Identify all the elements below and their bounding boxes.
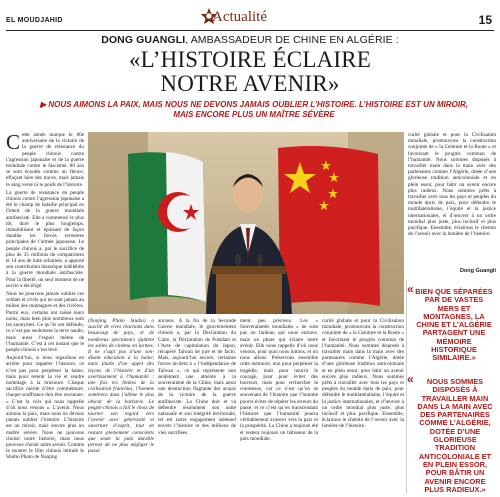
lead-paragraph	[40, 100, 468, 120]
ambassador-photo	[88, 132, 404, 314]
column-1-paragraph-2: La guerre de résistance du peuple chinois contre l’agression japonaise a été le champ de bataille principal en Orient de la guerre mondiale antifasciste. Elle a commencé le plus tôt, duré le plus longtemps, immobilisant et épuisant de façon durable les forces terrestres principales de l’armée japonaise. Le peuple chinois a, par le sacrifice de plus de 35 millions de compatriotes et 14 ans de lutte acharnée, a apporté son contribution historique indélébile à la guerre mondiale antifasciste. Pour la liberté, un seul moment de ne survie a été érigé.	[6, 189, 84, 289]
signature: Dong Guangli	[459, 268, 496, 274]
column-2-text: (Nanjing Photo Studio) a suscité de vives réactions dans beaucoup de pays, et de nombreux spectateurs quittent les salles de cinéma en larmes. Il ne s’agit pas d’une son-disant éducation à la haine, mais plutôt d’un appel des leçons de l’histoire et d’un avertissement à l’humanité : une fois les limites de la civilisation franchies, l’homme sombrera dans l’abîme le plus obscur de la barbarie. Le peuple chinois a fait le choix de tourner son regard vers l’avenir avec générosité et ouverture d’esprit, tout en restant pleinement conscients que seule la paix durable permet de ne plus négliger le passé.	[88, 318, 154, 455]
page-number: 15	[478, 13, 492, 27]
publication-name: EL MOUDJAHID	[6, 17, 63, 24]
article-column-3	[158, 318, 236, 494]
article-column-6	[408, 132, 496, 267]
column-1-paragraph-3: Nous ne pourrons jamais oublier ces soldats et civils qui ne sont jamais au milieu des montagnes et des rivières. Parmi eux, certains ont laissé leurs noms, mais bien plus nombreux sont les anonymes. Ce qu’ils ont défendu, ce n’est pas seulement la terre natale, mais aussi l’espoir même de l’humanité. C’est à cet instant que le peuple chinois s’est levé.	[6, 291, 84, 353]
article-column-4	[240, 318, 318, 494]
rubric-label: Actualité	[212, 9, 267, 25]
column-4-text: ment peu précieux. Les « Souverainetés mondiales » ne sont pas un fardeau qui nous entrave, mais un phare qui éclaire notre avenir. Elle nous rappelle d’où nous venons, pour quoi nous luttons, et où nous allons. Préservons ensemble cette mémoire, non pour perpétuer la tragédie, mais pour nourrir le courage, pour pour éviter des horreurs, mais pour rechercher le consensus, car ce n’est qu’en se souvenant de l’histoire que l’homme pourra éviter de répéter les erreurs du passé, et ce n’est qu’en transcendant l’histoire que l’humanité pourra véritablement avancer vers la paix et la prospérité. La Chine a toujours été et restera toujours un bâtisseur de la paix mondiale.	[240, 318, 318, 442]
column-6-text: curité globale et pour la Civilisation mondiale, promouvons la construction conjointe de « la Ceinture et la Route » et favorisant le progrès commun de l’humanité. Nous sommes disposés à travailler main dans la main avec des partenaires comme l’Algérie, dotée d’une glorieuse tradition anticoloniale et en plein essor, pour bâtir un avenir encore plus radieux. Nous sommes prêts à travailler avec tous les pays et peuples du monde épris de paix, pour défendre le multilatéralisme, l’équité et la justice internationales, et d’œuvrer à un ordre mondial plus juste, plus inclusif et plus pacifique. Ensemble, éclairons le chemin de l’avenir avec la lumière de l’histoire.	[408, 132, 496, 238]
rubric	[200, 5, 320, 29]
headline-line-2: NOTRE AVENIR»	[160, 71, 340, 96]
article-column-1	[6, 132, 84, 494]
kicker-name: DONG GUANGLI	[101, 34, 186, 46]
masthead	[0, 0, 500, 34]
lead-text: NOUS AIMONS LA PAIX, MAIS NOUS NE DEVONS JAMAIS OUBLIER L’HISTOIRE. L’HISTOIRE EST UN MIROIR, MAIS ENCORE PLUS UN MAÎTRE SÉVÈRE	[48, 100, 468, 119]
column-5-text: curité globale et pour la Civilisation mondiale, promouvons la construction conjointe de « la Ceinture et la Route » et favorisant le progrès commun de l’humanité. Nous sommes disposés à travailler main dans la main avec des partenaires comme l’Algérie, dotée d’une glorieuse tradition anticoloniale et en plein essor, pour bâtir un avenir encore plus radieux. Nous sommes prêts à travailler avec tous les pays et peuples du monde épris de paix, pour défendre le multilatéralisme, l’équité et la justice internationales, et d’œuvrer à un ordre mondial plus juste, plus inclusif et plus pacifique. Ensemble, éclairons le chemin de l’avenir avec la lumière de l’histoire.	[322, 318, 404, 430]
kicker	[0, 34, 500, 46]
drop-cap: C	[6, 132, 21, 154]
article-column-5	[322, 318, 404, 494]
column-1-paragraph-1: ette année marque le 80e anniversaire de la victoire de la guerre de résistance du peuple chinois contre l’agression japonaise et de la guerre mondiale contre le fascisme. 80 ans se sont écoulés comme un fleuve, effaçant bien des traces, mais jamais le sang versé ni le poids de l’histoire.	[6, 132, 84, 188]
photo-illustration	[88, 132, 404, 314]
kicker-title: , AMBASSADEUR DE CHINE EN ALGÉRIE :	[185, 34, 399, 46]
column-1-paragraph-4: Aujourd’hui, si nous regardons en arrière pour rappeler l’histoire, ce n’est pas pour perpétuer la haine, mais pour retenir la vie et rendre hommage à la bravoure. Chaque sacrifice mérite d’être commémoré, chaque souffrance doit être reconnue. « C’est la voix qui nous rappelle d’où nous venons ». L’avenir. Nous aimons la paix, mais nous ne devons jamais oublier l’histoire. L’histoire est un miroir, mais encore plus un maître sévère. Nous ne pouvons choisir notre histoire, mais nous pouvons choisir notre avenir. Comme le montre le film chinois intitulé le Studio Photo de Nanjing	[6, 355, 84, 461]
quote-mark-icon: «	[407, 372, 414, 386]
masthead-rule	[6, 30, 494, 31]
pullquote-2: NOUS SOMMES DISPOSÉS À TRAVAILLER MAIN DANS LA MAIN AVEC DES PARTENAIRES COMME L’ALGÉRIE, DOTÉE D’UNE GLORIEUSE TRADITION ANTICOLONIALE ET EN PLEIN ESSOR, POUR BÂTIR UN AVENIR ENCORE PLUS RADIEUX.»	[417, 377, 493, 494]
lead-triangle-icon: ▶	[40, 100, 49, 109]
article-column-2	[88, 318, 154, 494]
pullquote-divider	[406, 280, 407, 494]
headline-line-1: «L’HISTOIRE ÉCLAIRE	[128, 47, 372, 72]
column-3-text: anciens. À la fin de la Seconde Guerre mondiale, le gouvernement chinois a, par la Déclaration du Caire, la Déclaration de Potsdam et l’Acte de capitulation du Japon, récupéré Taïwan de jure et de facto. Mais, aujourd’hui encore, certaines forces incitent à « l’indépendance de Taïwan », ce qui représente non seulement une atteinte à la souveraineté de la Chine, mais aussi une destruction flagrante des acquis de la victoire de la guerre antifasciste. La Chine doit et va défendre résolument son unité nationale et son intégrité territoriale, tel est notre engagement solennel envers l’histoire et des millions de vies sacrifiées.	[158, 318, 236, 436]
quote-mark-icon: «	[407, 282, 414, 296]
pullquote-1: BIEN QUE SÉPARÉES PAR DE VASTES MERS ET MONTAGNES, LA CHINE ET L’ALGÉRIE PARTAGENT UNE MÉMOIRE HISTORIQUE SIMILAIRE.»	[415, 287, 493, 363]
